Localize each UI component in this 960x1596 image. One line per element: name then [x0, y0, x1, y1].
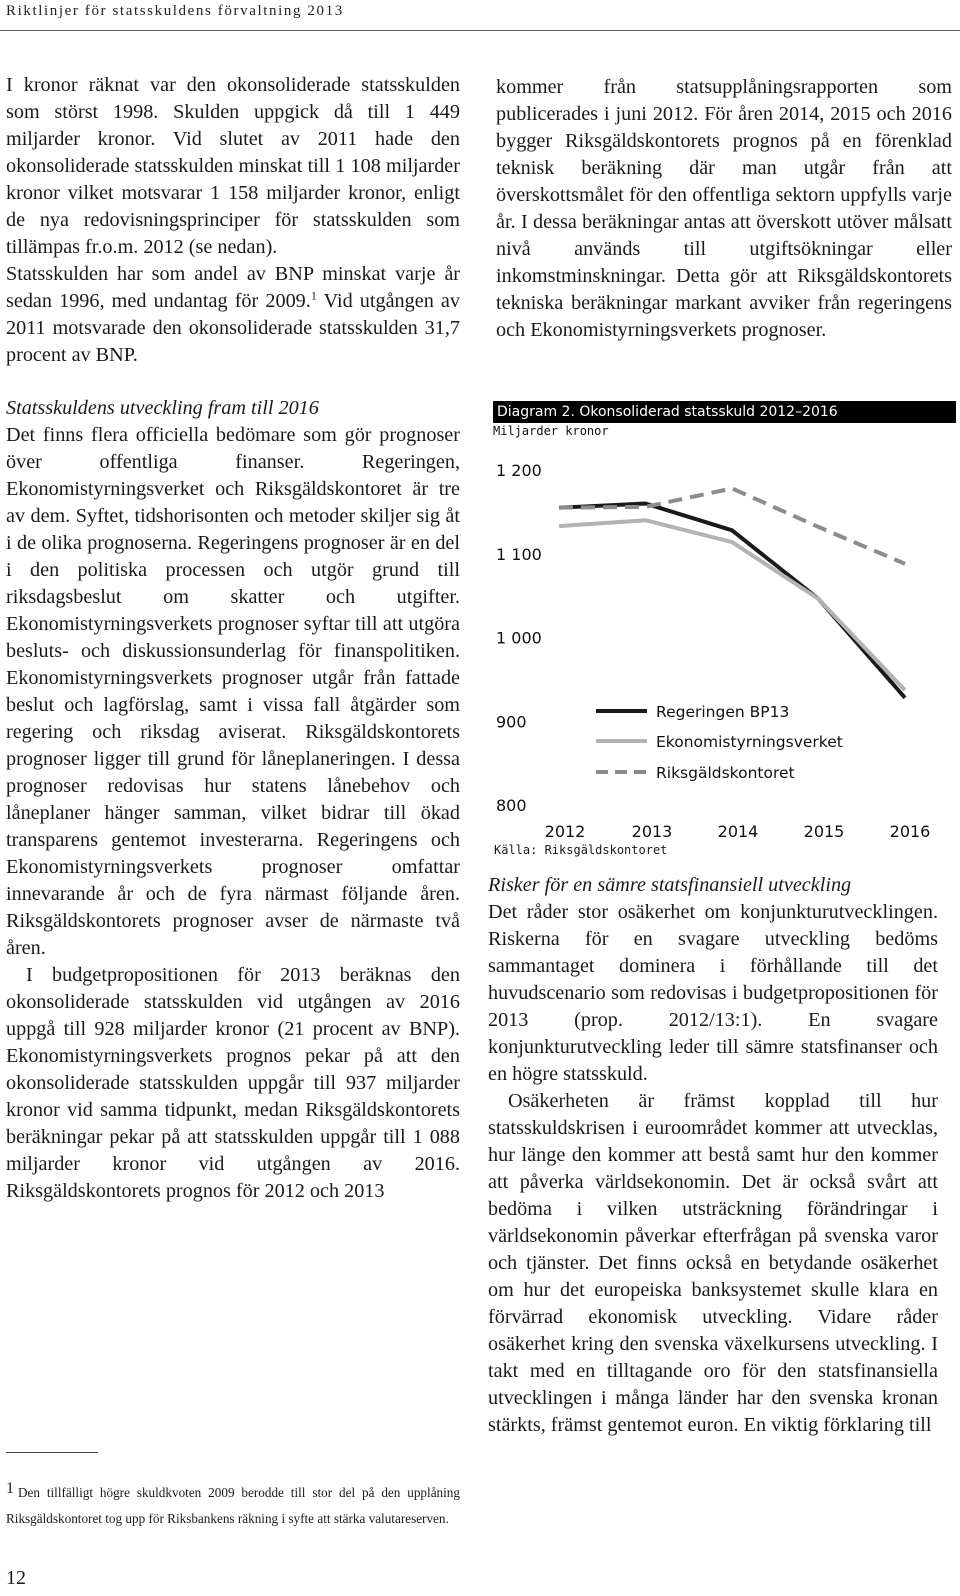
chart-y-tick-label: 1 200 — [496, 461, 542, 480]
chart-series-line-2 — [559, 520, 905, 690]
paragraph-budget-bill: I budgetpropositionen för 2013 beräknas den okonsoliderade statsskulden vid utgången av 2016 uppgå till 928 miljarder kronor (21 procent av BNP). Ekonomistyrningsverkets prognos pekar på att den okonsoliderade statsskulden uppgår till 937 miljarder kronor vid samma tidpunkt, medan Riksgäldskontorets beräkningar pekar på att statsskulden uppgår till 1 088 miljarder kronor vid utgången av 2016. Riksgäldskontorets prognos för 2012 och 2013 — [6, 964, 460, 1202]
chart-series-line-1 — [559, 504, 905, 698]
paragraph-debt-gdp-end: Vid utgången av 2011 motsvarade den okonsoliderade statsskulden 31,7 procent av BNP. — [6, 290, 460, 366]
paragraph-debt-gdp-start: Statsskulden har som andel av BNP minskat varje år sedan 1996, med undantag för 2009. — [6, 263, 460, 312]
paragraph-debt-gdp — [6, 261, 460, 369]
chart-figure — [493, 401, 956, 863]
subheading-risks: Risker för en sämre statsfinansiell utveckling — [488, 874, 852, 896]
chart-x-tick-label: 2016 — [889, 822, 931, 841]
chart-x-tick-label: 2013 — [631, 822, 673, 841]
legend-label-3: Riksgäldskontoret — [656, 764, 795, 782]
footnote-number: 1 — [6, 1480, 14, 1497]
chart-y-tick-label: 900 — [496, 712, 527, 732]
paragraph-euro-crisis: Osäkerheten är främst kopplad till hur statsskuldskrisen i euroområdet kommer att utvecklas, hur länge den kommer att bestå samt hur den kommer att påverka världsekonomin. Det är också svårt att bedöma i vilken utsträckning förändringar i världsekonomin påverkar efterfrågan på svenska varor och tjänster. Det finns också en betydande osäkerhet om hur det europeiska banksystemet skulle klara en förvärrad ekonomisk utveckling. Vidare råder osäkerhet kring den svenska växelkursens utveckling. I takt med en tilltagande oro för den statsfinansiella utvecklingen i många länder har den svenska kronan stärkts, främst gentemot euron. En viktig förklaring till — [488, 1090, 938, 1436]
chart-source: Källa: Riksgäldskontoret — [494, 843, 668, 857]
chart-svg — [493, 423, 956, 843]
chart-title: Diagram 2. Okonsoliderad statsskuld 2012–2016 — [493, 401, 956, 423]
legend-label-1: Regeringen BP13 — [656, 703, 790, 721]
chart-x-tick-label: 2015 — [803, 822, 845, 841]
header-rule — [0, 30, 960, 31]
paragraph-uncertainty: Det råder stor osäkerhet om konjunkturutvecklingen. Riskerna för en svagare utveckling bedöms sammantaget dominera i förhållande till det huvudscenario som redovisas i budgetpropositionen för 2013 (prop. 2012/13:1). En svagare konjunkturutveckling leder till sämre statsfinanser och en högre statsskuld. — [488, 901, 938, 1085]
footnote-text: Den tillfälligt högre skuldkvoten 2009 berodde till stor del på den upplåning Riksgäldskontoret tog upp för Riksbankens räkning i syfte att stärka valutareserven. — [6, 1485, 460, 1526]
paragraph-forecasters: Det finns flera officiella bedömare som gör prognoser över offentliga finanser. Regeringen, Ekonomistyrningsverket och Riksgäldskontoret är tre av dem. Syftet, tidshorisonten och metoder skiljer sig åt i de olika prognoserna. Regeringens prognoser är en del i den politiska processen och utgör grund till riksdagsbeslut om skatter och utgifter. Ekonomistyrningsverkets prognoser syftar till att utgöra besluts- och diskussionsunderlag för finanspolitiken. Ekonomistyrningsverkets prognoser utgår från fattade beslut och lagförslag, samt i vissa fall åtgärder som regering och riksdag aviserat. Riksgäldskontorets prognoser ligger till grund för låneplaneringen. I dessa prognoser redovisas hur statens lånebehov och låneplaner hänger samman, vilket bidrar till ökad transparens gentemot investerarna. Regeringens och Ekonomistyrningsverkets prognoser omfattar innevarande år och de fyra närmast följande åren. Riksgäldskontorets prognoser avser de närmaste två åren. — [6, 424, 460, 959]
page-number: 12 — [6, 1567, 26, 1589]
left-column — [6, 72, 460, 1205]
paragraph-debt-history: I kronor räknat var den okonsoliderade statsskulden som störst 1998. Skulden uppgick då till 1 449 miljarder kronor. Vid slutet av 2011 hade den okonsoliderade statsskulden minskat till 1 108 miljarder kronor vilket motsvarar 1 158 miljarder kronor, enligt de nya redovisningsprinciper för statsskulden som tillämpas fr.o.m. 2012 (se nedan). — [6, 74, 460, 258]
footnote-reference[interactable]: 1 — [310, 288, 317, 303]
legend-label-2: Ekonomistyrningsverket — [656, 733, 843, 751]
footnote-rule — [6, 1452, 98, 1453]
chart-x-tick-label: 2012 — [544, 822, 586, 841]
right-column-lower — [488, 872, 938, 1439]
subheading-debt-development: Statsskuldens utveckling fram till 2016 — [6, 397, 319, 419]
chart-y-axis-label: Miljarder kronor — [493, 424, 609, 438]
paragraph-continuation: kommer från statsupplåningsrapporten som publicerades i juni 2012. För åren 2014, 2015 och 2016 bygger Riksgäldskontorets prognos på en förenklad teknisk beräkning där man utgår från att överskottsmålet för den offentliga sektorn uppfylls varje år. I dessa beräkningar antas att överskott utöver målsatt nivå används till utgiftsökningar eller inkomstminskningar. Detta gör att Riksgäldskontorets tekniska beräkningar markant avviker från regeringens och Ekonomistyrningsverkets prognoser. — [496, 76, 952, 341]
footnote — [6, 1476, 460, 1532]
chart-series-line-3 — [559, 488, 905, 563]
running-header: Riktlinjer för statsskuldens förvaltning 2013 — [6, 3, 344, 19]
chart-x-tick-label: 2014 — [717, 822, 759, 841]
right-column — [496, 74, 952, 344]
chart-y-tick-label: 1 000 — [496, 628, 542, 648]
chart-y-tick-label: 1 100 — [496, 544, 542, 564]
chart-y-tick-label: 800 — [496, 796, 527, 815]
